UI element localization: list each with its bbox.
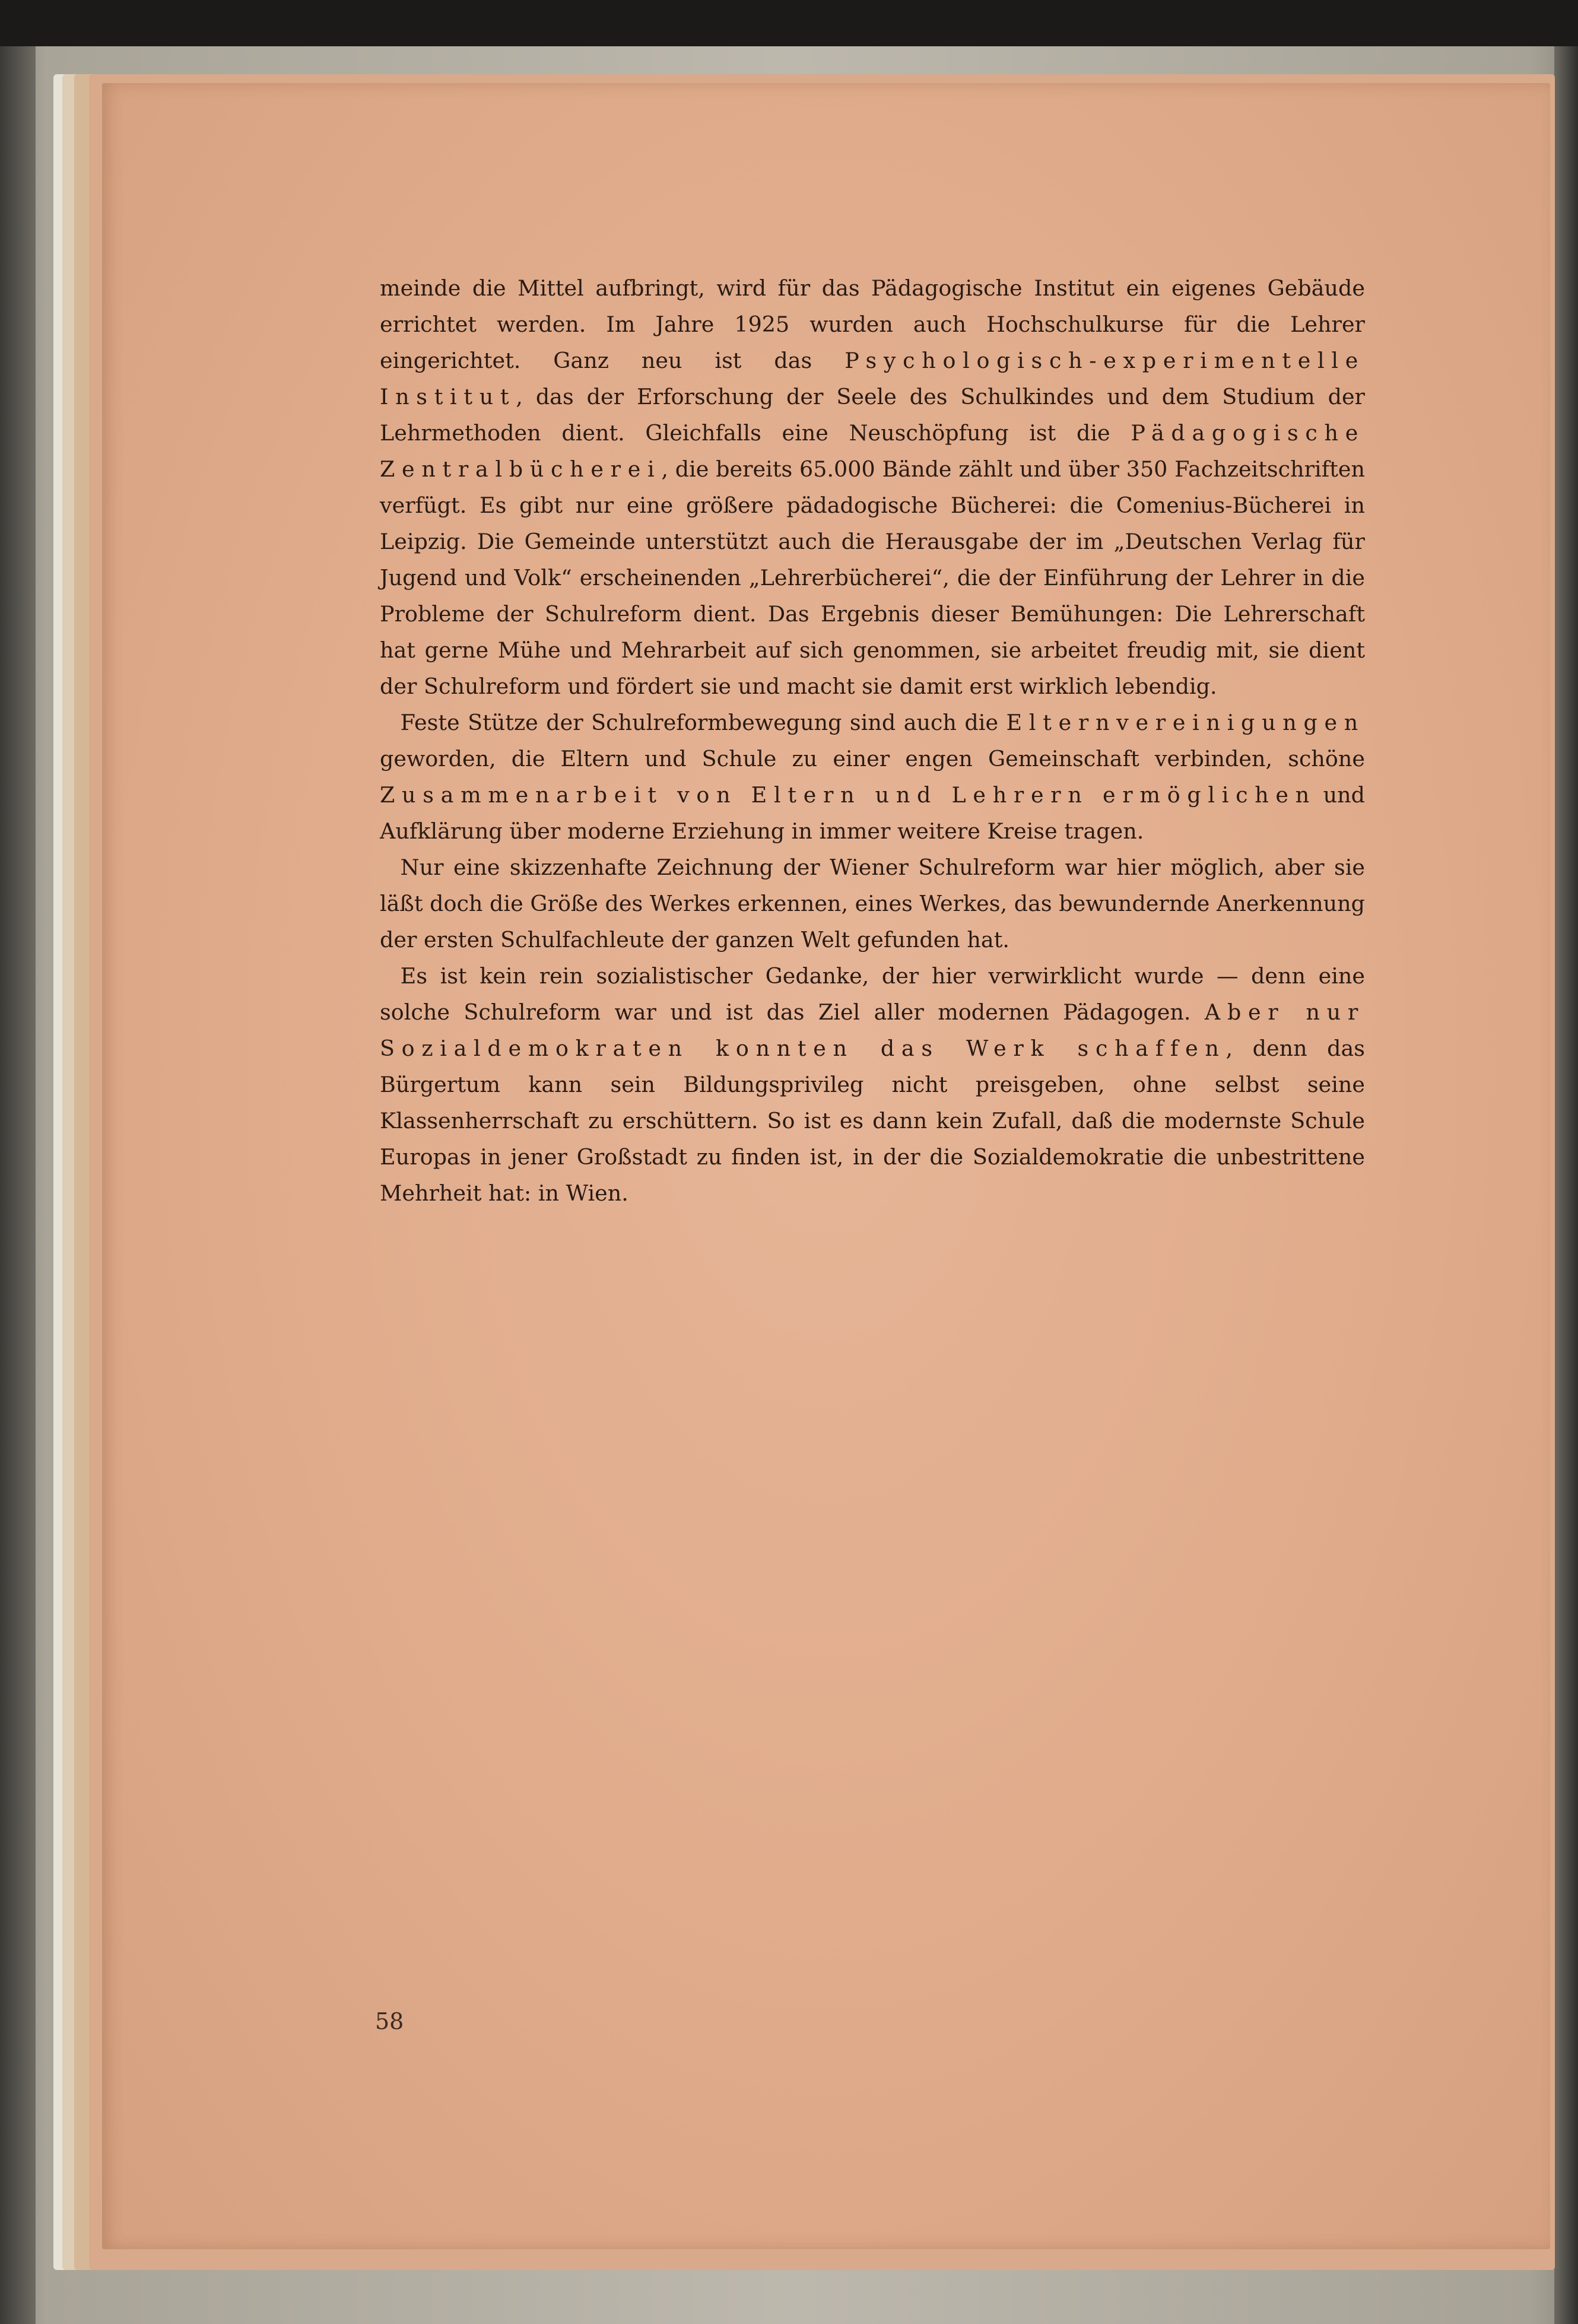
body-text	[380, 270, 1365, 1211]
paragraph-3: Nur eine skizzenhafte Zeichnung der Wiener Schulreform war hier möglich, aber sie läßt doch die Größe des Werkes erkennen, eines Werkes, das bewundernde Anerkennung der ersten Schulfachleute der ganzen Welt gefunden hat.	[380, 855, 1365, 953]
text-run: Es ist kein rein sozialistischer Gedanke, der hier verwirklicht wurde — denn eine solche Schulreform war und ist das Ziel aller modernen Pädagogen.	[380, 963, 1365, 1025]
spaced-emphasis: Psychologisch-experimentelle Institut	[380, 348, 1365, 409]
spaced-emphasis: Aber nur Sozialdemokraten konnten das Werk schaffen	[380, 999, 1365, 1061]
paragraph-4	[380, 958, 1365, 1211]
text-run: , das der Erforschung der Seele des Schulkindes und dem Studium der Lehrmethoden dient. Gleichfalls eine Neuschöpfung ist die	[380, 384, 1365, 446]
text-run: , die bereits 65.000 Bände zählt und über 350 Fachzeitschriften verfügt. Es gibt nur eine größere pädadogische Bücherei: die Comenius-Bücherei in Leipzig. Die Gemeinde unterstützt auch die Herausgabe der im „Deutschen Verlag für Jugend und Volk“ erscheinenden „Lehrerbücherei“, die der Einführung der Lehrer in die Probleme der Schulreform dient. Das Ergebnis dieser Bemühungen: Die Lehrerschaft hat gerne Mühe und Mehrarbeit auf sich genommen, sie arbeitet freudig mit, sie dient der Schulreform und fördert sie und macht sie damit erst wirklich lebendig.	[380, 456, 1365, 699]
paragraph-2	[380, 704, 1365, 849]
spaced-emphasis: Zusammenarbeit von Eltern und Lehrern ermöglichen	[380, 782, 1316, 808]
spaced-emphasis: Elternvereinigungen	[1006, 710, 1365, 735]
text-run: und Aufklärung über moderne Erziehung in immer weitere Kreise tragen.	[380, 782, 1365, 844]
spaced-emphasis: Pädagogische Zentralbücherei	[380, 420, 1365, 482]
text-run: , denn das Bürgertum kann sein Bildungsprivileg nicht preisgeben, ohne selbst seine Klassenherrschaft zu erschüttern. So ist es dann kein Zufall, daß die modernste Schule Europas in jener Großstadt zu finden ist, in der die Sozialdemokratie die unbestrittene Mehrheit hat: in Wien.	[380, 1036, 1365, 1206]
page-number: 58	[375, 2008, 404, 2034]
text-run: geworden, die Eltern und Schule zu einer engen Gemeinschaft verbinden, schöne	[380, 746, 1365, 772]
book-right-edge	[1554, 46, 1578, 2324]
book-spine	[0, 46, 36, 2324]
paragraph-1	[380, 270, 1365, 704]
text-run: meinde die Mittel aufbringt, wird für das Pädagogische Institut ein eigenes Gebäude errichtet werden. Im Jahre 1925 wurden auch Hochschulkurse für die Lehrer eingerichtet. Ganz neu ist das	[380, 275, 1365, 373]
text-run: Feste Stütze der Schulreformbewegung sind auch die	[400, 710, 1007, 735]
